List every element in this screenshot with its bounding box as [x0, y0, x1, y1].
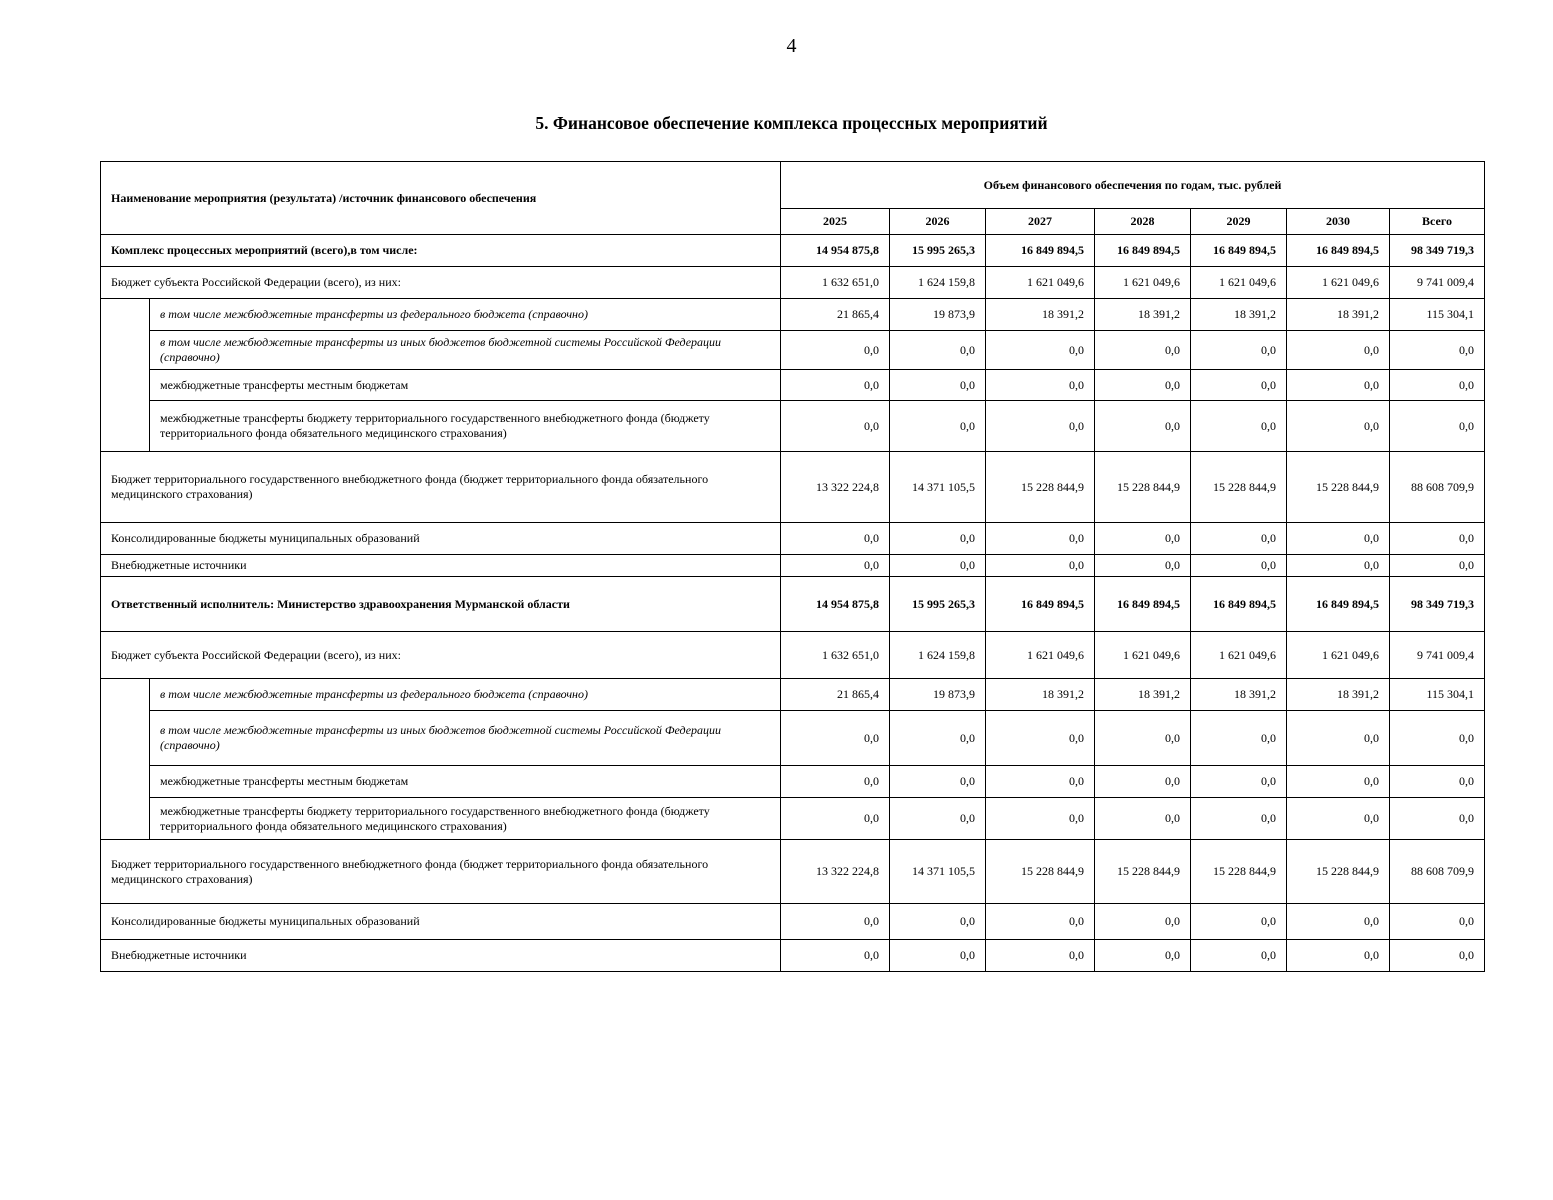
value-cell: 0,0	[1191, 401, 1287, 452]
value-cell: 0,0	[1191, 711, 1287, 766]
value-cell: 15 228 844,9	[1095, 840, 1191, 904]
value-cell: 0,0	[1287, 904, 1390, 940]
value-cell: 0,0	[1287, 331, 1390, 370]
table-row	[101, 331, 1485, 370]
table-row	[101, 555, 1485, 577]
value-cell: 0,0	[1287, 798, 1390, 840]
value-cell: 0,0	[1390, 904, 1485, 940]
table-row	[101, 577, 1485, 632]
value-cell: 0,0	[1095, 555, 1191, 577]
table-row	[101, 523, 1485, 555]
header-group: Объем финансового обеспечения по годам, тыс. рублей	[781, 162, 1485, 209]
value-cell: 0,0	[781, 331, 890, 370]
value-cell: 0,0	[1191, 798, 1287, 840]
value-cell: 0,0	[781, 555, 890, 577]
value-cell: 13 322 224,8	[781, 452, 890, 523]
value-cell: 0,0	[1287, 523, 1390, 555]
value-cell: 0,0	[986, 798, 1095, 840]
value-cell: 18 391,2	[986, 679, 1095, 711]
value-cell: 14 371 105,5	[890, 840, 986, 904]
row-label: Бюджет субъекта Российской Федерации (всего), из них:	[101, 267, 781, 299]
value-cell: 15 228 844,9	[1095, 452, 1191, 523]
row-label: межбюджетные трансферты бюджету территориального государственного внебюджетного фонда (бюджету территориального фонда обязательного медицинского страхования)	[150, 798, 781, 840]
value-cell: 1 621 049,6	[1095, 267, 1191, 299]
row-label: Бюджет территориального государственного внебюджетного фонда (бюджет территориального фонда обязательного медицинского страхования)	[101, 840, 781, 904]
value-cell: 1 621 049,6	[1095, 632, 1191, 679]
value-cell: 13 322 224,8	[781, 840, 890, 904]
value-cell: 0,0	[1095, 523, 1191, 555]
value-cell: 0,0	[1287, 711, 1390, 766]
value-cell: 15 995 265,3	[890, 235, 986, 267]
value-cell: 0,0	[781, 523, 890, 555]
value-cell: 0,0	[1287, 401, 1390, 452]
value-cell: 18 391,2	[1287, 679, 1390, 711]
value-cell: 0,0	[1390, 766, 1485, 798]
value-cell: 1 621 049,6	[1287, 267, 1390, 299]
value-cell: 0,0	[986, 711, 1095, 766]
value-cell: 0,0	[1287, 940, 1390, 972]
value-cell: 18 391,2	[1095, 679, 1191, 711]
value-cell: 0,0	[986, 401, 1095, 452]
row-label: Консолидированные бюджеты муниципальных образований	[101, 523, 781, 555]
row-label: Бюджет территориального государственного внебюджетного фонда (бюджет территориального фонда обязательного медицинского страхования)	[101, 452, 781, 523]
value-cell: 0,0	[1390, 798, 1485, 840]
header-year: 2027	[986, 209, 1095, 235]
row-label: межбюджетные трансферты местным бюджетам	[150, 766, 781, 798]
table-row	[101, 766, 1485, 798]
value-cell: 21 865,4	[781, 679, 890, 711]
row-label: в том числе межбюджетные трансферты из федерального бюджета (справочно)	[150, 679, 781, 711]
value-cell: 0,0	[1390, 523, 1485, 555]
value-cell: 1 621 049,6	[1287, 632, 1390, 679]
value-cell: 0,0	[1191, 331, 1287, 370]
value-cell: 18 391,2	[986, 299, 1095, 331]
value-cell: 1 621 049,6	[1191, 632, 1287, 679]
table-row	[101, 904, 1485, 940]
value-cell: 0,0	[1191, 904, 1287, 940]
value-cell: 15 228 844,9	[1191, 452, 1287, 523]
value-cell: 0,0	[986, 940, 1095, 972]
value-cell: 15 995 265,3	[890, 577, 986, 632]
header-total: Всего	[1390, 209, 1485, 235]
value-cell: 0,0	[1095, 798, 1191, 840]
page-number: 4	[786, 35, 797, 57]
value-cell: 0,0	[890, 798, 986, 840]
indent-cell	[101, 679, 150, 840]
row-label: Консолидированные бюджеты муниципальных образований	[101, 904, 781, 940]
value-cell: 0,0	[1287, 370, 1390, 401]
value-cell: 0,0	[890, 711, 986, 766]
value-cell: 16 849 894,5	[1095, 577, 1191, 632]
table-row	[101, 711, 1485, 766]
value-cell: 0,0	[890, 331, 986, 370]
value-cell: 1 632 651,0	[781, 267, 890, 299]
indent-cell	[101, 299, 150, 452]
value-cell: 0,0	[986, 331, 1095, 370]
value-cell: 1 621 049,6	[986, 267, 1095, 299]
table-row	[101, 452, 1485, 523]
value-cell: 0,0	[890, 766, 986, 798]
value-cell: 0,0	[1191, 555, 1287, 577]
value-cell: 0,0	[986, 904, 1095, 940]
row-label: Ответственный исполнитель: Министерство здравоохранения Мурманской области	[101, 577, 781, 632]
value-cell: 0,0	[1095, 711, 1191, 766]
table-row	[101, 299, 1485, 331]
value-cell: 16 849 894,5	[1095, 235, 1191, 267]
value-cell: 0,0	[781, 766, 890, 798]
value-cell: 18 391,2	[1191, 679, 1287, 711]
value-cell: 88 608 709,9	[1390, 452, 1485, 523]
value-cell: 0,0	[1390, 331, 1485, 370]
row-label: в том числе межбюджетные трансферты из иных бюджетов бюджетной системы Российской Федерации (справочно)	[150, 711, 781, 766]
value-cell: 19 873,9	[890, 679, 986, 711]
value-cell: 0,0	[1191, 766, 1287, 798]
table-row	[101, 840, 1485, 904]
value-cell: 0,0	[1095, 904, 1191, 940]
table-row	[101, 632, 1485, 679]
value-cell: 0,0	[781, 904, 890, 940]
value-cell: 9 741 009,4	[1390, 632, 1485, 679]
value-cell: 1 621 049,6	[1191, 267, 1287, 299]
value-cell: 16 849 894,5	[1287, 577, 1390, 632]
value-cell: 88 608 709,9	[1390, 840, 1485, 904]
value-cell: 0,0	[1095, 401, 1191, 452]
table-row	[101, 370, 1485, 401]
value-cell: 0,0	[890, 523, 986, 555]
value-cell: 15 228 844,9	[1287, 840, 1390, 904]
value-cell: 18 391,2	[1095, 299, 1191, 331]
value-cell: 98 349 719,3	[1390, 235, 1485, 267]
value-cell: 14 954 875,8	[781, 235, 890, 267]
value-cell: 0,0	[890, 401, 986, 452]
value-cell: 15 228 844,9	[986, 840, 1095, 904]
row-label: Внебюджетные источники	[101, 940, 781, 972]
row-label: межбюджетные трансферты местным бюджетам	[150, 370, 781, 401]
value-cell: 21 865,4	[781, 299, 890, 331]
value-cell: 0,0	[781, 940, 890, 972]
value-cell: 0,0	[986, 370, 1095, 401]
table-row	[101, 679, 1485, 711]
row-label: в том числе межбюджетные трансферты из федерального бюджета (справочно)	[150, 299, 781, 331]
value-cell: 1 624 159,8	[890, 267, 986, 299]
header-year: 2030	[1287, 209, 1390, 235]
value-cell: 0,0	[781, 401, 890, 452]
value-cell: 18 391,2	[1287, 299, 1390, 331]
value-cell: 0,0	[890, 370, 986, 401]
header-name-column: Наименование мероприятия (результата) /источник финансового обеспечения	[101, 162, 781, 235]
value-cell: 0,0	[1095, 370, 1191, 401]
value-cell: 1 621 049,6	[986, 632, 1095, 679]
value-cell: 0,0	[1287, 555, 1390, 577]
value-cell: 16 849 894,5	[986, 235, 1095, 267]
value-cell: 19 873,9	[890, 299, 986, 331]
value-cell: 14 954 875,8	[781, 577, 890, 632]
header-year: 2028	[1095, 209, 1191, 235]
row-label: в том числе межбюджетные трансферты из иных бюджетов бюджетной системы Российской Федерации (справочно)	[150, 331, 781, 370]
value-cell: 0,0	[1390, 401, 1485, 452]
row-label: межбюджетные трансферты бюджету территориального государственного внебюджетного фонда (бюджету территориального фонда обязательного медицинского страхования)	[150, 401, 781, 452]
value-cell: 0,0	[1390, 555, 1485, 577]
value-cell: 1 624 159,8	[890, 632, 986, 679]
value-cell: 15 228 844,9	[1287, 452, 1390, 523]
table-header	[101, 162, 1485, 235]
table-row	[101, 940, 1485, 972]
table-row	[101, 798, 1485, 840]
value-cell: 16 849 894,5	[1287, 235, 1390, 267]
value-cell: 0,0	[1390, 711, 1485, 766]
value-cell: 1 632 651,0	[781, 632, 890, 679]
value-cell: 9 741 009,4	[1390, 267, 1485, 299]
value-cell: 0,0	[986, 766, 1095, 798]
value-cell: 0,0	[890, 904, 986, 940]
table-row	[101, 235, 1485, 267]
value-cell: 0,0	[890, 555, 986, 577]
value-cell: 0,0	[1095, 940, 1191, 972]
value-cell: 0,0	[781, 711, 890, 766]
value-cell: 0,0	[1191, 370, 1287, 401]
value-cell: 16 849 894,5	[1191, 577, 1287, 632]
document-title: 5. Финансовое обеспечение комплекса процессных мероприятий	[535, 113, 1048, 133]
value-cell: 115 304,1	[1390, 679, 1485, 711]
header-year: 2026	[890, 209, 986, 235]
row-label: Комплекс процессных мероприятий (всего),в том числе:	[101, 235, 781, 267]
value-cell: 0,0	[1287, 766, 1390, 798]
value-cell: 16 849 894,5	[1191, 235, 1287, 267]
value-cell: 15 228 844,9	[986, 452, 1095, 523]
header-year: 2025	[781, 209, 890, 235]
value-cell: 0,0	[1095, 331, 1191, 370]
value-cell: 0,0	[1191, 940, 1287, 972]
financial-table	[100, 161, 1485, 972]
value-cell: 115 304,1	[1390, 299, 1485, 331]
value-cell: 98 349 719,3	[1390, 577, 1485, 632]
value-cell: 16 849 894,5	[986, 577, 1095, 632]
value-cell: 0,0	[781, 370, 890, 401]
value-cell: 0,0	[1191, 523, 1287, 555]
value-cell: 0,0	[890, 940, 986, 972]
table-row	[101, 267, 1485, 299]
row-label: Бюджет субъекта Российской Федерации (всего), из них:	[101, 632, 781, 679]
table-row	[101, 401, 1485, 452]
table-body	[101, 235, 1485, 972]
value-cell: 0,0	[986, 555, 1095, 577]
header-year: 2029	[1191, 209, 1287, 235]
value-cell: 0,0	[1390, 370, 1485, 401]
value-cell: 14 371 105,5	[890, 452, 986, 523]
value-cell: 0,0	[986, 523, 1095, 555]
value-cell: 0,0	[781, 798, 890, 840]
value-cell: 0,0	[1095, 766, 1191, 798]
value-cell: 15 228 844,9	[1191, 840, 1287, 904]
row-label: Внебюджетные источники	[101, 555, 781, 577]
value-cell: 18 391,2	[1191, 299, 1287, 331]
value-cell: 0,0	[1390, 940, 1485, 972]
